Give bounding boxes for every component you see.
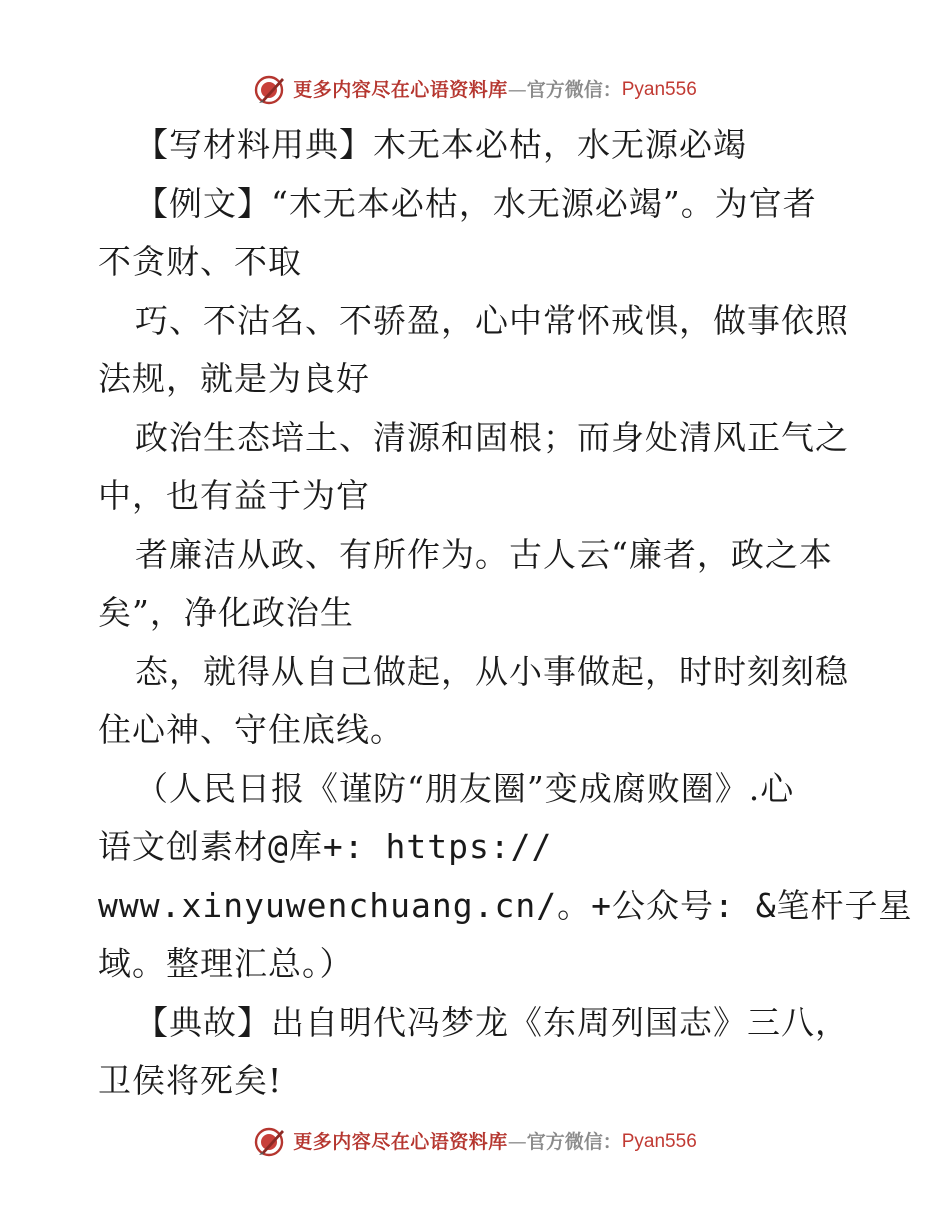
body-line: 态，就得从自己做起，从小事做起，时时刻刻稳	[135, 651, 849, 691]
body-line: 住心神、守住底线。	[98, 710, 404, 749]
pen-logo-icon	[253, 73, 287, 107]
banner-separator: —	[507, 79, 527, 101]
body-line: 语文创素材@库+: https://	[98, 827, 553, 866]
footer-banner	[0, 1125, 950, 1159]
banner-main-text: 更多内容尽在心语资料库	[293, 1131, 508, 1153]
body-line: 【写材料用典】木无本必枯，水无源必竭	[135, 125, 747, 164]
banner-wechat-label: 官方微信：	[526, 79, 622, 101]
document-body	[98, 116, 913, 1111]
body-line: 卫侯将死矣!	[98, 1061, 283, 1100]
body-line: 【例文】“木无本必枯，水无源必竭”。为官者	[135, 183, 817, 223]
body-line: 巧、不沽名、不骄盈，心中常怀戒惧，做事依照	[135, 300, 849, 340]
body-line: 政治生态培土、清源和固根；而身处清风正气之	[135, 417, 849, 457]
body-line: （人民日报《谨防“朋友圈”变成腐败圈》.心	[135, 768, 795, 808]
body-line: 域。整理汇总。）	[98, 944, 354, 983]
banner-wechat-id: Pyan556	[621, 1131, 697, 1152]
banner-wechat-label: 官方微信：	[526, 1131, 622, 1153]
header-banner	[0, 73, 950, 107]
body-line: 不贪财、不取	[98, 242, 302, 281]
body-line: 【典故】出自明代冯梦龙《东周列国志》三八，	[135, 1002, 849, 1042]
body-line: 法规，就是为良好	[98, 359, 370, 398]
body-line: www.xinyuwenchuang.cn/。+公众号: &笔杆子星	[98, 885, 913, 925]
banner-separator: —	[507, 1131, 527, 1153]
pen-logo-icon	[253, 1125, 287, 1159]
banner-wechat-id: Pyan556	[621, 79, 697, 100]
body-line: 矣”，净化政治生	[98, 593, 354, 632]
body-line: 中，也有益于为官	[98, 476, 370, 515]
body-line: 者廉洁从政、有所作为。古人云“廉者，政之本	[135, 534, 833, 574]
banner-main-text: 更多内容尽在心语资料库	[293, 79, 508, 101]
